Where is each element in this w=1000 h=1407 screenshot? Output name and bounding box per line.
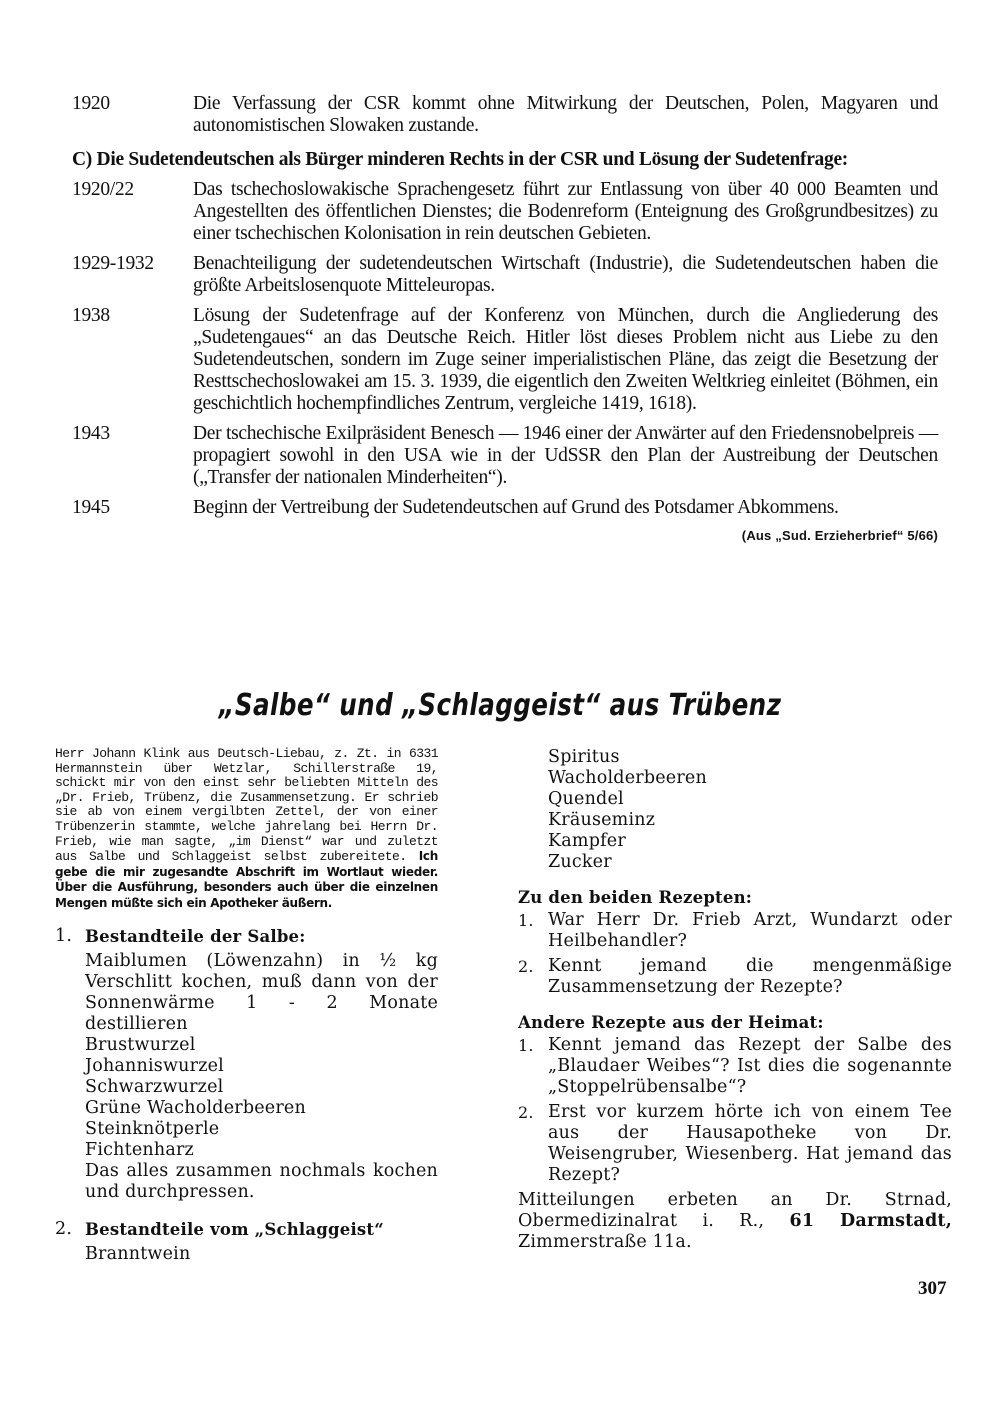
question-text: War Herr Dr. Frieb Arzt, Wundarzt oder Heilbehandler?: [548, 910, 952, 951]
left-column: [55, 747, 438, 1265]
ingredient: Schwarzwurzel: [85, 1076, 224, 1097]
heading-text: Bestandteile der Salbe:: [85, 926, 306, 946]
andere-rezepte-heading: Andere Rezepte aus der Heimat:: [518, 1013, 824, 1032]
closing-after: Zimmerstraße 11a.: [518, 1232, 692, 1252]
salbe-first: Maiblumen (Löwenzahn) in ½ kg Verschlitt kochen, muß dann von der Sonnenwärme 1 - 2 Monate destillieren: [85, 950, 438, 1034]
entry-text: Beginn der Vertreibung der Sudetendeutschen auf Grund des Potsdamer Abkommens.: [193, 497, 839, 518]
item-number: 1.: [55, 925, 73, 946]
right-column: [518, 747, 952, 1253]
item-number: 1.: [518, 1036, 534, 1055]
question-item: [518, 1035, 952, 1098]
salbe-section: [55, 926, 438, 1265]
entry-year: 1945: [72, 497, 110, 518]
closing-before: Mitteilungen erbeten an Dr. Strnad, Obermedizinalrat i. R.,: [518, 1190, 952, 1231]
salbe-last: Das alles zusammen nochmals kochen und durchpressen.: [85, 1160, 438, 1202]
entry-text: Das tschechoslowakische Sprachengesetz führt zur Entlassung von über 40 000 Beamten und Angestellten des öffentlichen Dienstes; die Bodenreform (Enteignung des Großgrundbesitzes) zu einer tschechischen Kolonisation in rein deutschen Gebieten.: [193, 179, 938, 244]
closing-bold: 61 Darmstadt,: [789, 1211, 952, 1231]
entry-text: Lösung der Sudetenfrage auf der Konferenz von München, durch die Angliederung des „Sudetengaues“ an das Deutsche Reich. Hitler löst dieses Problem nicht aus Liebe zu den Sudetendeutschen, sondern im Zuge seiner imperialistischen Pläne, das zeigt die Besetzung der Resttschechoslowakei am 15. 3. 1939, die eigentlich den Zweiten Weltkrieg einleitet (Böhmen, ein geschichtlich hochempfindliches Zentrum, vergleiche 1419, 1618).: [193, 305, 938, 414]
ingredient: Kräuseminz: [548, 810, 656, 830]
ingredient: Kampfer: [548, 831, 626, 851]
entry-year: 1920/22: [72, 179, 134, 200]
ingredient: Quendel: [548, 789, 624, 809]
ingredient: Wacholderbeeren: [548, 768, 707, 788]
timeline-entry: [72, 93, 938, 137]
entry-text: Die Verfassung der CSR kommt ohne Mitwirkung der Deutschen, Polen, Magyaren und autonomistischen Slowaken zustande.: [193, 93, 938, 136]
ingredient: Branntwein: [85, 1243, 191, 1264]
schlaggeist-heading: [55, 1219, 438, 1240]
section-heading: C) Die Sudetendeutschen als Bürger minderen Rechts in der CSR und Lösung der Sudetenfrage:: [72, 149, 848, 170]
intro-bold: Ich gebe die mir zugesandte Abschrift im Wortlaut wieder. Über die Ausführung, besonders auch über die einzelnen Mengen müßte sich ein Apotheker äußern.: [55, 849, 438, 910]
page-number: 307: [918, 1278, 947, 1299]
ingredient: Zucker: [548, 852, 612, 872]
item-number: 2.: [518, 957, 534, 976]
intro-regular: Herr Johann Klink aus Deutsch-Liebau, z. Zt. in 6331 Hermannstein über Wetzlar, Schillerstraße 19, schickt mir von den einst sehr beliebten Mitteln des „Dr. Frieb, Trübenz, die Zusammensetzung. Er schrieb sie ab von einem vergilbten Zettel, der von einer Trübenzerin stammte, welche jahrelang bei Herrn Dr. Frieb, wie man sagte, „im Dienst“ war und zuletzt aus Salbe und Schlaggeist selbst zubereitete.: [55, 746, 438, 865]
entry-year: 1920: [72, 93, 110, 114]
item-number: 1.: [518, 911, 534, 930]
item-number: 2.: [55, 1218, 73, 1239]
question-item: [518, 910, 952, 952]
article-title: „Salbe“ und „Schlaggeist“ aus Trübenz: [218, 688, 782, 723]
question-item: [518, 1102, 952, 1186]
entry-year: 1929-1932: [72, 253, 154, 274]
entry-text: Der tschechische Exilpräsident Benesch — 1946 einer der Anwärter auf den Friedensnobelpreis — propagiert sowohl in den USA wie in der UdSSR den Plan der Austreibung der Deutschen („Transfer der nationalen Minderheiten“).: [193, 423, 938, 488]
timeline-entry: [72, 305, 938, 415]
heading-text: Bestandteile vom „Schlaggeist“: [85, 1219, 384, 1239]
entry-year: 1943: [72, 423, 110, 444]
article-intro: [55, 747, 438, 912]
timeline-entry: [72, 253, 938, 297]
ingredient: Steinknötperle: [85, 1118, 220, 1139]
ingredient: Grüne Wacholderbeeren: [85, 1097, 306, 1118]
ingredient: Brustwurzel: [85, 1034, 196, 1055]
closing-note: [518, 1190, 952, 1253]
question-text: Erst vor kurzem hörte ich von einem Tee aus der Hausapotheke von Dr. Weisengruber, Wiesenberg. Hat jemand das Rezept?: [548, 1102, 952, 1185]
zu-den-rezepten-heading: Zu den beiden Rezepten:: [518, 888, 753, 907]
timeline-section: [72, 93, 938, 547]
source-citation: (Aus „Sud. Erzieherbrief“ 5/66): [741, 528, 938, 543]
ingredient: Johanniswurzel: [85, 1055, 224, 1076]
timeline-entry: [72, 497, 938, 519]
item-number: 2.: [518, 1103, 534, 1122]
timeline-entry: [72, 423, 938, 489]
question-item: [518, 956, 952, 998]
entry-text: Benachteiligung der sudetendeutschen Wirtschaft (Industrie), die Sudetendeutschen haben die größte Arbeitslosenquote Mitteleuropas.: [193, 253, 938, 296]
question-text: Kennt jemand die mengenmäßige Zusammensetzung der Rezepte?: [548, 956, 952, 997]
question-text: Kennt jemand das Rezept der Salbe des „Blaudaer Weibes“? Ist dies die sogenannte „Stoppelrübensalbe“?: [548, 1035, 952, 1097]
ingredient: Fichtenharz: [85, 1139, 194, 1160]
entry-year: 1938: [72, 305, 110, 326]
ingredient: Spiritus: [548, 747, 620, 767]
timeline-entry: [72, 179, 938, 245]
salbe-heading: [55, 926, 438, 947]
